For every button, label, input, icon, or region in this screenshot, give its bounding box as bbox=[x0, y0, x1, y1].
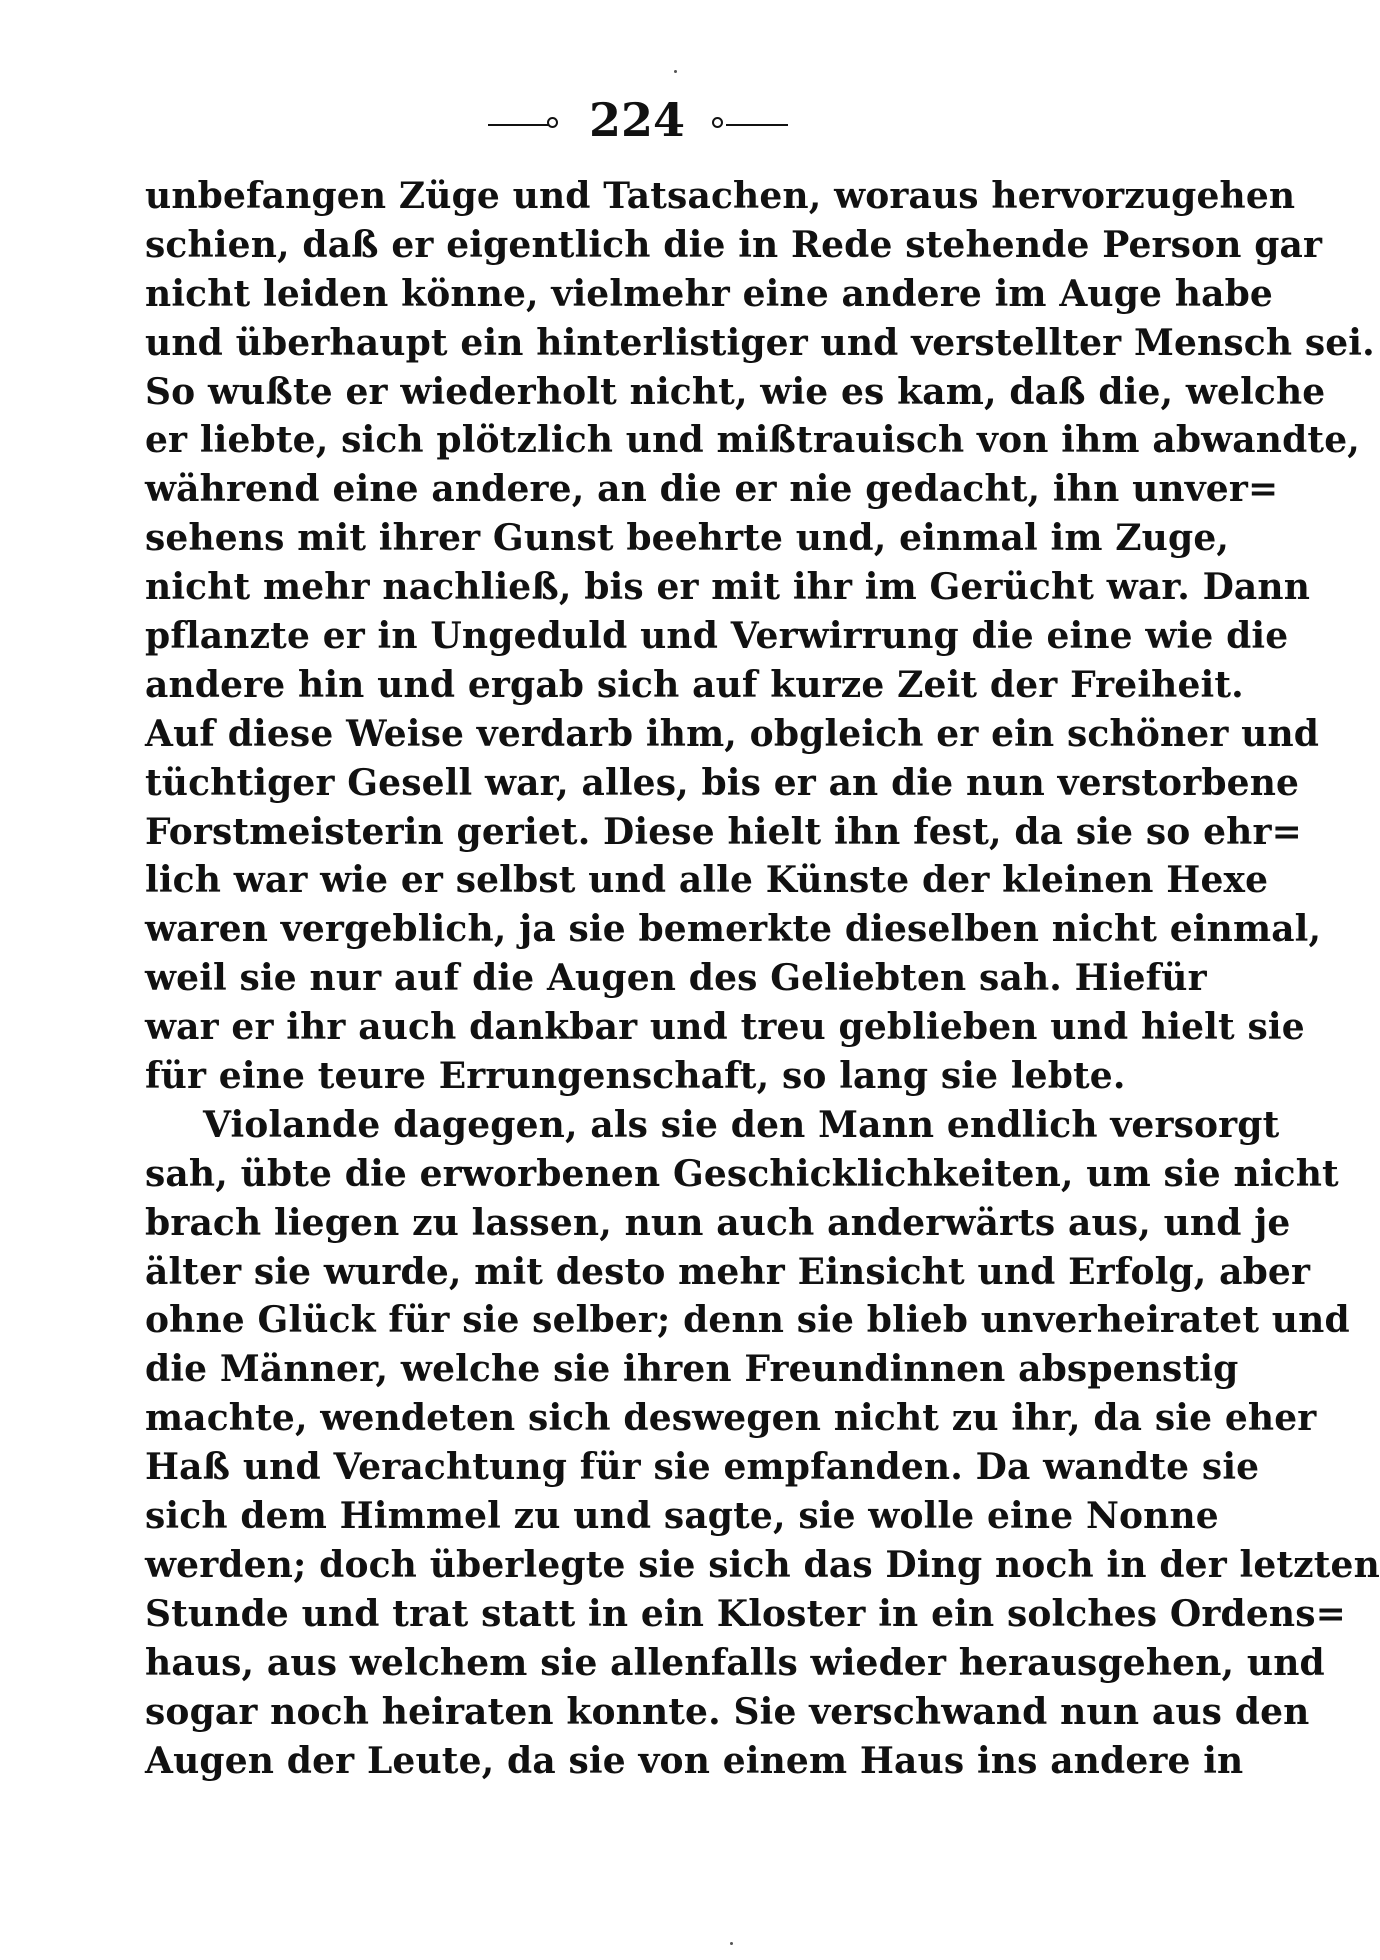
text-line: brach liegen zu lassen, nun auch anderwärts aus, und je bbox=[145, 1201, 1291, 1244]
text-line: waren vergeblich, ja sie bemerkte dieselben nicht einmal, bbox=[145, 908, 1322, 951]
print-speck bbox=[730, 1942, 733, 1945]
text-line: haus, aus welchem sie allenfalls wieder herausgehen, und bbox=[145, 1641, 1325, 1684]
header-ornament-left bbox=[547, 117, 558, 128]
text-line: nicht leiden könne, vielmehr eine andere im Auge habe bbox=[145, 272, 1273, 315]
text-line: Haß und Verachtung für sie empfanden. Da wandte sie bbox=[145, 1446, 1260, 1489]
text-line: war er ihr auch dankbar und treu geblieben und hielt sie bbox=[145, 1006, 1305, 1049]
text-line: weil sie nur auf die Augen des Geliebten sah. Hiefür bbox=[145, 957, 1207, 1000]
text-line: Stunde und trat statt in ein Kloster in ein solches Ordens= bbox=[145, 1592, 1346, 1635]
text-line: sogar noch heiraten konnte. Sie verschwand nun aus den bbox=[145, 1690, 1310, 1733]
text-line: Violande dagegen, als sie den Mann endlich versorgt bbox=[203, 1103, 1280, 1146]
paragraph-2 bbox=[145, 1101, 1380, 1785]
text-line: Auf diese Weise verdarb ihm, obgleich er ein schöner und bbox=[145, 712, 1320, 755]
page-header bbox=[0, 86, 1348, 146]
text-line: sah, übte die erworbenen Geschicklichkeiten, um sie nicht bbox=[145, 1152, 1339, 1195]
text-line: er liebte, sich plötzlich und mißtrauisch von ihm abwandte, bbox=[145, 419, 1360, 462]
text-line: machte, wendeten sich deswegen nicht zu ihr, da sie eher bbox=[145, 1397, 1317, 1440]
text-line: unbefangen Züge und Tatsachen, woraus hervorzugehen bbox=[145, 175, 1296, 217]
page-number: 224 bbox=[588, 93, 686, 147]
header-rule-left bbox=[488, 124, 550, 126]
text-line: tüchtiger Gesell war, alles, bis er an die nun verstorbene bbox=[145, 761, 1300, 804]
header-ornament-right bbox=[712, 117, 723, 128]
text-line: Augen der Leute, da sie von einem Haus ins andere in bbox=[145, 1739, 1244, 1782]
text-line: für eine teure Errungenschaft, so lang sie lebte. bbox=[145, 1055, 1126, 1098]
text-line: werden; doch überlegte sie sich das Ding noch in der letzten bbox=[145, 1543, 1380, 1586]
header-rule-right bbox=[726, 124, 788, 126]
text-line: andere hin und ergab sich auf kurze Zeit der Freiheit. bbox=[145, 663, 1244, 706]
text-line: älter sie wurde, mit desto mehr Einsicht und Erfolg, aber bbox=[145, 1250, 1311, 1293]
text-line: nicht mehr nachließ, bis er mit ihr im Gerücht war. Dann bbox=[145, 566, 1311, 609]
text-line: Forstmeisterin geriet. Diese hielt ihn fest, da sie so ehr= bbox=[145, 810, 1302, 853]
text-line: sehens mit ihrer Gunst beehrte und, einmal im Zuge, bbox=[145, 517, 1230, 560]
body-text bbox=[145, 172, 1380, 1785]
text-line: die Männer, welche sie ihren Freundinnen abspenstig bbox=[145, 1348, 1239, 1391]
text-line: schien, daß er eigentlich die in Rede stehende Person gar bbox=[145, 223, 1323, 266]
paragraph-1 bbox=[145, 172, 1375, 1101]
text-line: sich dem Himmel zu und sagte, sie wolle eine Nonne bbox=[145, 1495, 1219, 1538]
print-speck bbox=[674, 70, 677, 73]
text-line: während eine andere, an die er nie gedacht, ihn unver= bbox=[145, 468, 1279, 511]
text-line: pflanzte er in Ungeduld und Verwirrung die eine wie die bbox=[145, 615, 1289, 658]
text-line: und überhaupt ein hinterlistiger und verstellter Mensch sei. bbox=[145, 321, 1375, 364]
text-line: lich war wie er selbst und alle Künste der kleinen Hexe bbox=[145, 859, 1269, 902]
text-line: ohne Glück für sie selber; denn sie blieb unverheiratet und bbox=[145, 1299, 1350, 1342]
text-line: So wußte er wiederholt nicht, wie es kam, daß die, welche bbox=[145, 370, 1326, 413]
